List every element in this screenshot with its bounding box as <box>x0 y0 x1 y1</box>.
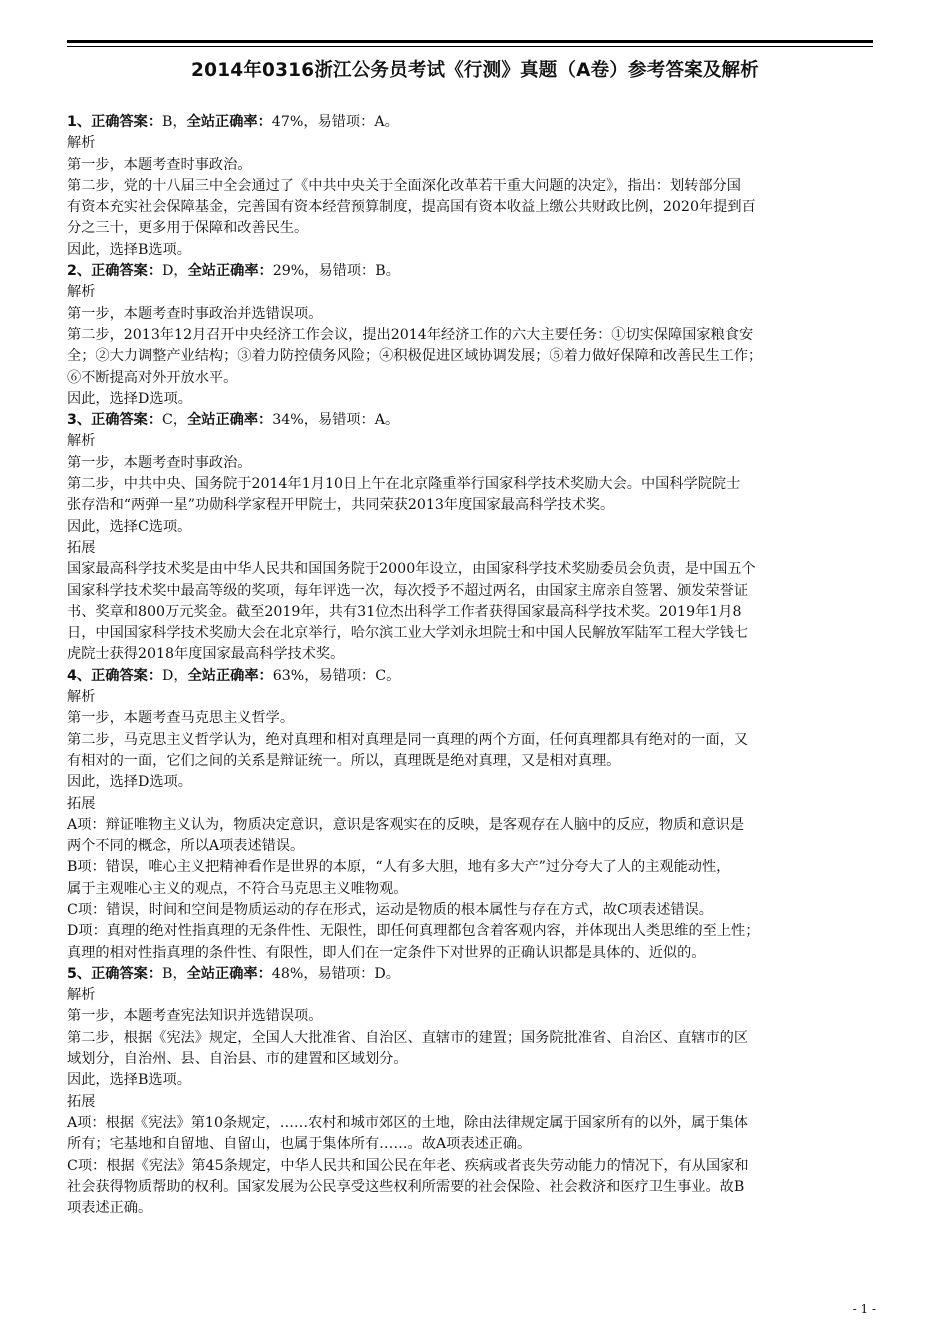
correct-answer: C <box>162 412 173 429</box>
text-line: 国家最高科学技术奖是由中华人民共和国国务院于2000年设立，由国家科学技术奖励委员会负责，是中国五个 <box>67 561 756 578</box>
answer-label: 正确答案： <box>91 667 163 684</box>
document-title: 2014年0316浙江公务员考试《行测》真题（A卷）参考答案及解析 <box>191 60 759 81</box>
text-line: 第一步，本题考查时事政治。 <box>67 454 252 471</box>
text-line: 第一步，本题考查宪法知识并选错误项。 <box>67 1008 323 1025</box>
text-line: 拓展 <box>67 539 96 556</box>
punctuation: ， <box>304 667 319 684</box>
text-line: 日，中国国家科学技术奖励大会在北京举行，哈尔滨工业大学刘永坦院士和中国人民解放军陆军工程大学钱七 <box>67 625 749 642</box>
answer-line <box>67 964 875 985</box>
text-line: 分之三十，更多用于保障和改善民生。 <box>67 220 309 237</box>
text-line: 第二步，党的十八届三中全会通过了《中共中央关于全面深化改革若干重大问题的决定》，指出：划转部分国 <box>67 177 741 194</box>
punctuation: 。 <box>385 263 400 280</box>
text-line: 项表述正确。 <box>67 1200 153 1217</box>
wrong-option: D <box>374 965 386 982</box>
text-line: 解析 <box>67 689 96 706</box>
punctuation: ， <box>173 263 188 280</box>
text-line: 因此，选择D选项。 <box>67 390 192 407</box>
text-line: 有相对的一面，它们之间的关系是辩证统一。所以，真理既是绝对真理，又是相对真理。 <box>67 752 621 769</box>
correct-answer: B <box>162 965 173 982</box>
text-line: 国家科学技术奖中最高等级的奖项，每年评选一次，每次授予不超过两名，由国家主席亲自签署、颁发荣誉证 <box>67 582 749 599</box>
wrong-option: B <box>375 263 386 280</box>
wrong-label: 易错项： <box>317 965 375 982</box>
header-rule-thick <box>67 40 873 43</box>
answer-label: 正确答案： <box>91 412 163 429</box>
correct-rate: 48% <box>271 965 304 982</box>
punctuation: 。 <box>384 412 400 429</box>
text-line: C项：根据《宪法》第45条规定，中华人民共和国公民在年老、疾病或者丧失劳动能力的情况下，有从国家和 <box>67 1157 749 1174</box>
text-line: 张存浩和“两弹一星”功勋科学家程开甲院士，共同荣获2013年度国家最高科学技术奖。 <box>67 497 615 514</box>
correct-answer: D <box>162 667 174 684</box>
text-line: 全；②大力调整产业结构；③着力防控债务风险；④积极促进区域协调发展；⑤着力做好保障和改善民生工作； <box>67 348 763 365</box>
text-line: 第一步，本题考查时事政治并选错误项。 <box>67 305 323 322</box>
punctuation: ， <box>172 114 187 130</box>
rate-label: 全站正确率： <box>187 667 273 684</box>
wrong-option: A <box>374 114 385 130</box>
punctuation: ， <box>304 263 319 280</box>
document-body <box>67 112 875 1219</box>
text-line: 社会获得物质帮助的权利。国家发展为公民享受这些权利所需要的社会保险、社会救济和医疗卫生事业。故B <box>67 1178 745 1195</box>
text-line: 虎院士获得2018年度国家最高科学技术奖。 <box>67 646 345 663</box>
wrong-label: 易错项： <box>318 667 376 684</box>
text-line: 因此，选择C选项。 <box>67 518 192 535</box>
text-line: 书、奖章和800万元奖金。截至2019年，共有31位杰出科学工作者获得国家最高科学技术奖。2019年1月8 <box>67 603 742 620</box>
punctuation: ， <box>303 412 318 429</box>
punctuation: 。 <box>384 114 399 130</box>
text-line: A项：根据《宪法》第10条规定，……农村和城市郊区的土地，除由法律规定属于国家所有的以外，属于集体 <box>67 1114 748 1131</box>
question-number: 3、 <box>67 412 92 429</box>
text-line: B项：错误，唯心主义把精神看作是世界的本原，“人有多大胆，地有多大产”过分夸大了人的主观能动性， <box>67 859 731 876</box>
text-line: 真理的相对性指真理的条件性、有限性，即人们在一定条件下对世界的正确认识都是具体的、近似的。 <box>67 944 706 961</box>
rate-label: 全站正确率： <box>186 114 272 130</box>
punctuation: ， <box>303 965 318 982</box>
correct-answer: B <box>162 114 173 130</box>
text-line: 两个不同的概念，所以A项表述错误。 <box>67 838 305 855</box>
question-block <box>67 964 875 1220</box>
punctuation: ， <box>172 412 188 429</box>
text-line: 拓展 <box>67 1093 96 1110</box>
answer-line <box>67 410 875 431</box>
question-block <box>67 112 875 261</box>
header-rule-thin <box>67 46 873 47</box>
text-line: ⑥不断提高对外开放水平。 <box>67 369 238 386</box>
text-line: 第一步，本题考查时事政治。 <box>67 156 252 173</box>
correct-rate: 29% <box>272 263 305 280</box>
correct-rate: 47% <box>271 114 304 130</box>
text-line: 因此，选择B选项。 <box>67 241 191 258</box>
answer-label: 正确答案： <box>91 114 163 130</box>
text-line: 解析 <box>67 433 96 450</box>
answer-label: 正确答案： <box>91 263 163 280</box>
wrong-option: C <box>375 667 387 684</box>
punctuation: 。 <box>385 965 400 982</box>
page-number: - 1 - <box>852 1302 876 1316</box>
punctuation: ， <box>303 114 318 130</box>
text-line: C项：错误，时间和空间是物质运动的存在形式，运动是物质的根本属性与存在方式，故C项表述错误。 <box>67 901 713 918</box>
text-line: A项：辩证唯物主义认为，物质决定意识，意识是客观实在的反映，是客观存在人脑中的反应，物质和意识是 <box>67 816 745 833</box>
answer-line <box>67 261 875 282</box>
answer-label: 正确答案： <box>91 965 163 982</box>
text-line: 所有；宅基地和自留地、自留山，也属于集体所有……。故A项表述正确。 <box>67 1136 532 1153</box>
wrong-label: 易错项： <box>317 114 375 130</box>
wrong-label: 易错项： <box>317 412 375 429</box>
rate-label: 全站正确率： <box>187 412 273 429</box>
text-line: 解析 <box>67 987 96 1004</box>
question-block <box>67 410 875 666</box>
text-line: 第二步，中共中央、国务院于2014年1月10日上午在北京隆重举行国家科学技术奖励大会。中国科学院院士 <box>67 476 741 493</box>
question-block <box>67 666 875 964</box>
text-line: 有资本充实社会保障基金，完善国有资本经营预算制度，提高国有资本收益上缴公共财政比例，2020年提到百 <box>67 199 756 216</box>
text-line: 第二步，2013年12月召开中央经济工作会议，提出2014年经济工作的六大主要任务：①切实保障国家粮食安 <box>67 326 754 343</box>
question-block <box>67 261 875 410</box>
question-number: 2、 <box>67 263 92 280</box>
punctuation: ， <box>173 667 188 684</box>
text-line: 解析 <box>67 284 96 301</box>
wrong-label: 易错项： <box>318 263 376 280</box>
text-line: 第一步，本题考查马克思主义哲学。 <box>67 710 295 727</box>
question-number: 1、 <box>67 114 92 130</box>
text-line: 因此，选择B选项。 <box>67 1072 191 1089</box>
correct-answer: D <box>162 263 174 280</box>
text-line: 第二步，马克思主义哲学认为，绝对真理和相对真理是同一真理的两个方面，任何真理都具有绝对的一面，又 <box>67 731 749 748</box>
correct-rate: 63% <box>272 667 305 684</box>
text-line: 第二步，根据《宪法》规定，全国人大批准省、自治区、直辖市的建置；国务院批准省、自治区、直辖市的区 <box>67 1029 749 1046</box>
text-line: D项：真理的绝对性指真理的无条件性、无限性，即任何真理都包含着客观内容，并体现出人类思维的至上性； <box>67 923 760 940</box>
text-line: 解析 <box>67 135 96 152</box>
punctuation: ， <box>172 965 187 982</box>
punctuation: 。 <box>386 667 401 684</box>
text-line: 域划分，自治州、县、自治县、市的建置和区域划分。 <box>67 1051 408 1068</box>
question-number: 5、 <box>67 965 92 982</box>
correct-rate: 34% <box>272 412 304 429</box>
rate-label: 全站正确率： <box>187 263 273 280</box>
answer-line <box>67 666 875 687</box>
text-line: 属于主观唯心主义的观点，不符合马克思主义唯物观。 <box>67 880 408 897</box>
wrong-option: A <box>374 412 385 429</box>
text-line: 拓展 <box>67 795 96 812</box>
text-line: 因此，选择D选项。 <box>67 774 192 791</box>
question-number: 4、 <box>67 667 92 684</box>
rate-label: 全站正确率： <box>186 965 272 982</box>
answer-line <box>67 112 875 133</box>
